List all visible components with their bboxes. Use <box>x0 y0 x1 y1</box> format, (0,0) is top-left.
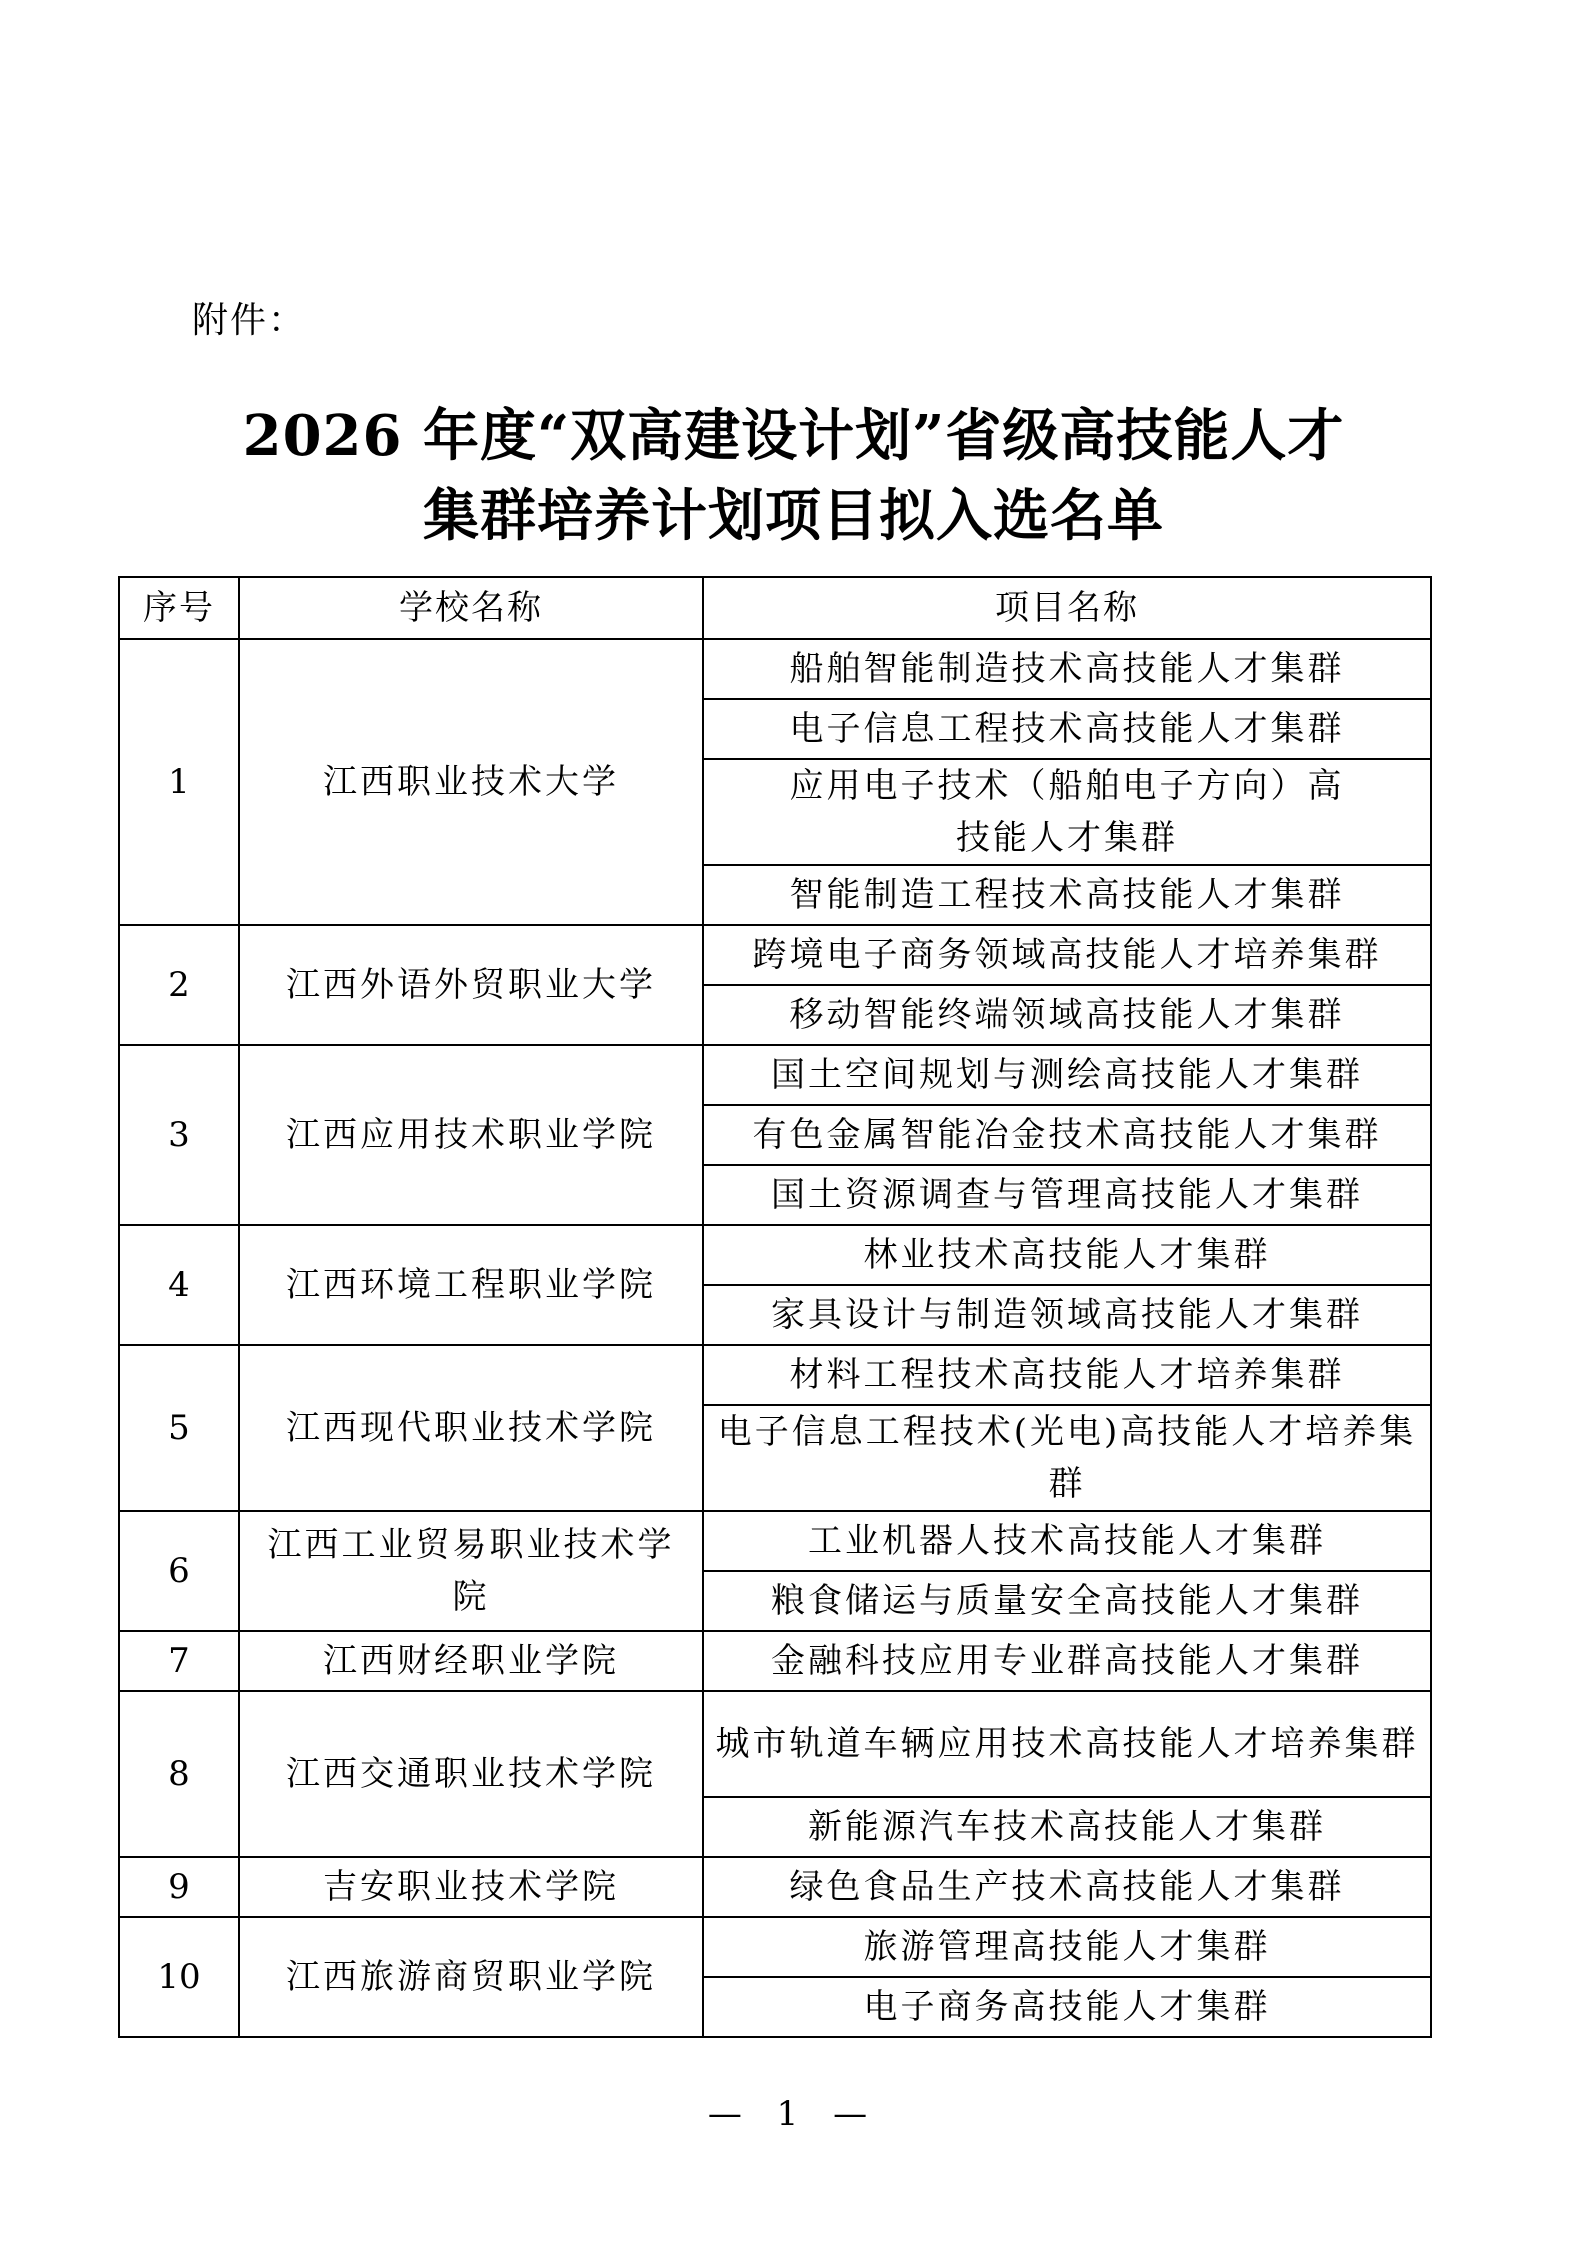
serial-number: 1 <box>119 639 239 925</box>
header-project-name: 项目名称 <box>703 577 1431 639</box>
serial-number: 4 <box>119 1225 239 1345</box>
project-name: 林业技术高技能人才集群 <box>703 1225 1431 1285</box>
project-name: 绿色食品生产技术高技能人才集群 <box>703 1857 1431 1917</box>
serial-number: 7 <box>119 1631 239 1691</box>
project-name: 船舶智能制造技术高技能人才集群 <box>703 639 1431 699</box>
table-row <box>119 1917 1431 1977</box>
project-name: 电子信息工程技术(光电)高技能人才培养集群 <box>703 1405 1431 1511</box>
school-name: 江西环境工程职业学院 <box>239 1225 703 1345</box>
serial-number: 5 <box>119 1345 239 1511</box>
project-name: 金融科技应用专业群高技能人才集群 <box>703 1631 1431 1691</box>
project-name: 新能源汽车技术高技能人才集群 <box>703 1797 1431 1857</box>
project-name: 有色金属智能冶金技术高技能人才集群 <box>703 1105 1431 1165</box>
school-name: 江西职业技术大学 <box>239 639 703 925</box>
project-name: 移动智能终端领域高技能人才集群 <box>703 985 1431 1045</box>
project-name: 家具设计与制造领域高技能人才集群 <box>703 1285 1431 1345</box>
project-name: 材料工程技术高技能人才培养集群 <box>703 1345 1431 1405</box>
serial-number: 3 <box>119 1045 239 1225</box>
school-name: 江西外语外贸职业大学 <box>239 925 703 1045</box>
table-row <box>119 639 1431 699</box>
table-row <box>119 1691 1431 1797</box>
school-name: 江西旅游商贸职业学院 <box>239 1917 703 2037</box>
school-name: 江西交通职业技术学院 <box>239 1691 703 1857</box>
project-name: 城市轨道车辆应用技术高技能人才培养集群 <box>703 1691 1431 1797</box>
page-number: — 1 — <box>707 2094 880 2134</box>
project-name: 工业机器人技术高技能人才集群 <box>703 1511 1431 1571</box>
school-name: 江西现代职业技术学院 <box>239 1345 703 1511</box>
project-name: 电子信息工程技术高技能人才集群 <box>703 699 1431 759</box>
project-name: 粮食储运与质量安全高技能人才集群 <box>703 1571 1431 1631</box>
project-name: 旅游管理高技能人才集群 <box>703 1917 1431 1977</box>
project-name: 电子商务高技能人才集群 <box>703 1977 1431 2037</box>
table-header-row <box>119 577 1431 639</box>
serial-number: 2 <box>119 925 239 1045</box>
school-name: 吉安职业技术学院 <box>239 1857 703 1917</box>
school-name: 江西应用技术职业学院 <box>239 1045 703 1225</box>
project-name: 应用电子技术（船舶电子方向）高技能人才集群 <box>703 759 1431 865</box>
table-row <box>119 1225 1431 1285</box>
header-school-name: 学校名称 <box>239 577 703 639</box>
table-row <box>119 1857 1431 1917</box>
project-name: 智能制造工程技术高技能人才集群 <box>703 865 1431 925</box>
serial-number: 9 <box>119 1857 239 1917</box>
attachment-label: 附件： <box>192 300 307 341</box>
table-row <box>119 1045 1431 1105</box>
table-row <box>119 925 1431 985</box>
document-title-line-2: 集群培养计划项目拟入选名单 <box>423 483 1164 549</box>
school-name: 江西工业贸易职业技术学院 <box>239 1511 703 1631</box>
table-row <box>119 1511 1431 1571</box>
school-name: 江西财经职业学院 <box>239 1631 703 1691</box>
header-serial-number: 序号 <box>119 577 239 639</box>
project-name: 国土资源调查与管理高技能人才集群 <box>703 1165 1431 1225</box>
serial-number: 10 <box>119 1917 239 2037</box>
serial-number: 6 <box>119 1511 239 1631</box>
document-title-line-1: 2026 年度“双高建设计划”省级高技能人才 <box>242 403 1345 469</box>
project-name: 国土空间规划与测绘高技能人才集群 <box>703 1045 1431 1105</box>
project-name: 跨境电子商务领域高技能人才培养集群 <box>703 925 1431 985</box>
serial-number: 8 <box>119 1691 239 1857</box>
candidate-list-table <box>118 576 1432 2038</box>
table-row <box>119 1631 1431 1691</box>
table-row <box>119 1345 1431 1405</box>
